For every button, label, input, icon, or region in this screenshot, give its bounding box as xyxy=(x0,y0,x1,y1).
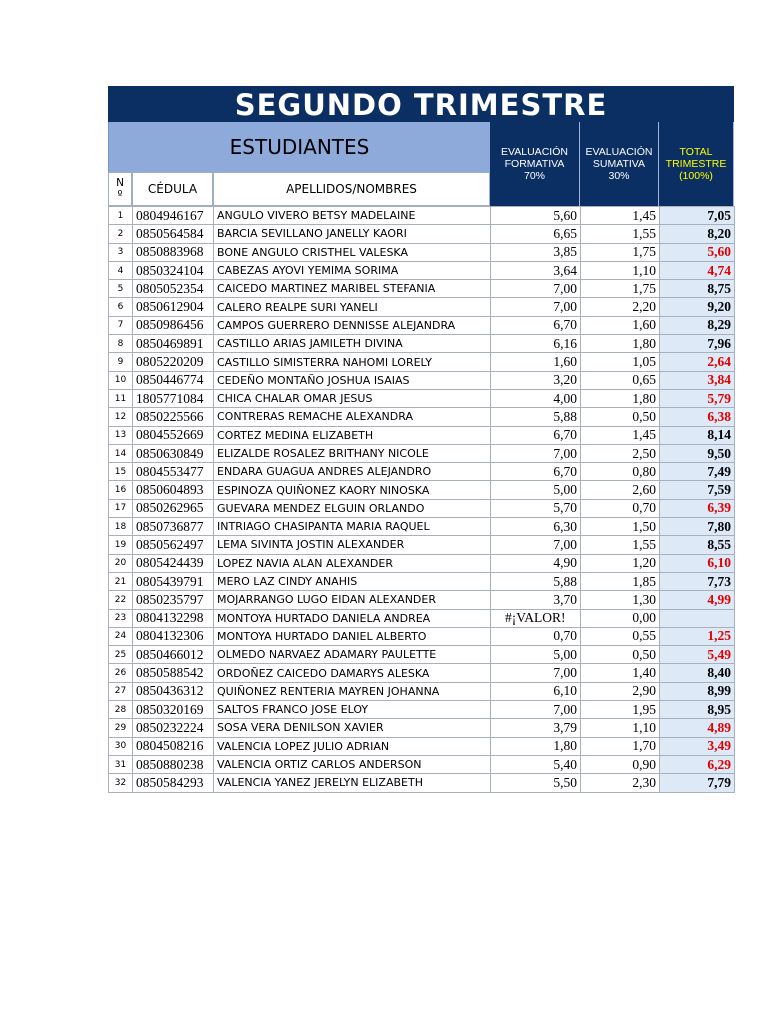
table-row xyxy=(109,243,735,261)
table-row xyxy=(109,316,735,334)
row-number-cell[interactable]: 19 xyxy=(109,536,133,554)
table-row xyxy=(109,536,735,554)
row-number-cell[interactable]: 31 xyxy=(109,755,133,773)
name-cell[interactable]: ANGULO VIVERO BETSY MADELAINE xyxy=(214,207,491,225)
name-cell[interactable]: CONTRERAS REMACHE ALEXANDRA xyxy=(214,408,491,426)
id-cell[interactable]: 0804946167 xyxy=(133,207,214,225)
row-number-cell[interactable]: 3 xyxy=(109,243,133,261)
total-cell[interactable]: 5,79 xyxy=(660,389,735,407)
summative-cell[interactable]: 2,30 xyxy=(581,774,660,792)
row-number-cell[interactable]: 5 xyxy=(109,280,133,298)
table-row xyxy=(109,298,735,316)
row-number-cell[interactable]: 26 xyxy=(109,664,133,682)
name-cell[interactable]: CABEZAS AYOVI YEMIMA SORIMA xyxy=(214,261,491,279)
total-cell[interactable]: 8,29 xyxy=(660,316,735,334)
summative-header-line: 30% xyxy=(608,170,630,182)
id-cell[interactable]: 0850562497 xyxy=(133,536,214,554)
id-cell[interactable]: 0850588542 xyxy=(133,664,214,682)
formative-cell[interactable]: 4,90 xyxy=(491,554,581,572)
id-cell[interactable]: 0850584293 xyxy=(133,774,214,792)
row-number-cell[interactable]: 14 xyxy=(109,444,133,462)
total-cell[interactable]: 8,14 xyxy=(660,426,735,444)
formative-cell[interactable]: 5,40 xyxy=(491,755,581,773)
formative-cell[interactable]: 3,79 xyxy=(491,719,581,737)
id-cell[interactable]: 0804132306 xyxy=(133,627,214,645)
table-row xyxy=(109,591,735,609)
row-number-cell[interactable]: 27 xyxy=(109,682,133,700)
table-row xyxy=(109,664,735,682)
name-cell[interactable]: MERO LAZ CINDY ANAHIS xyxy=(214,572,491,590)
id-cell[interactable]: 0805424439 xyxy=(133,554,214,572)
id-cell[interactable]: 0850446774 xyxy=(133,371,214,389)
formative-cell[interactable]: 5,00 xyxy=(491,481,581,499)
name-cell[interactable]: LEMA SIVINTA JOSTIN ALEXANDER xyxy=(214,536,491,554)
total-header-line: TRIMESTRE xyxy=(665,158,727,170)
formative-column-header[interactable] xyxy=(490,122,580,206)
row-number-cell[interactable]: 8 xyxy=(109,335,133,353)
table-row xyxy=(109,701,735,719)
table-row xyxy=(109,463,735,481)
total-cell[interactable]: 8,95 xyxy=(660,701,735,719)
number-header-line: N xyxy=(116,177,124,189)
id-cell[interactable]: 0850736877 xyxy=(133,518,214,536)
name-cell[interactable]: ELIZALDE ROSALEZ BRITHANY NICOLE xyxy=(214,444,491,462)
name-cell[interactable]: VALENCIA LOPEZ JULIO ADRIAN xyxy=(214,737,491,755)
row-number-cell[interactable]: 30 xyxy=(109,737,133,755)
summative-header-line: EVALUACIÓN xyxy=(585,146,653,158)
formative-cell[interactable]: 6,10 xyxy=(491,682,581,700)
name-cell[interactable]: CASTILLO SIMISTERRA NAHOMI LORELY xyxy=(214,353,491,371)
id-cell[interactable]: 0850880238 xyxy=(133,755,214,773)
total-cell[interactable]: 4,74 xyxy=(660,261,735,279)
total-cell[interactable]: 8,99 xyxy=(660,682,735,700)
summative-cell[interactable]: 1,75 xyxy=(581,243,660,261)
formative-cell[interactable]: 3,85 xyxy=(491,243,581,261)
total-column-header[interactable] xyxy=(659,122,734,206)
id-cell[interactable]: 0804508216 xyxy=(133,737,214,755)
name-cell[interactable]: BONE ANGULO CRISTHEL VALESKA xyxy=(214,243,491,261)
table-row xyxy=(109,737,735,755)
table-row xyxy=(109,207,735,225)
name-column-header[interactable]: APELLIDOS/NOMBRES xyxy=(213,172,490,206)
table-header xyxy=(108,122,734,206)
formative-cell[interactable]: 7,00 xyxy=(491,701,581,719)
name-cell[interactable]: ORDOÑEZ CAICEDO DAMARYS ALESKA xyxy=(214,664,491,682)
row-number-cell[interactable]: 18 xyxy=(109,518,133,536)
name-cell[interactable]: ESPINOZA QUIÑONEZ KAORY NINOSKA xyxy=(214,481,491,499)
row-number-cell[interactable]: 13 xyxy=(109,426,133,444)
formative-cell[interactable]: 1,80 xyxy=(491,737,581,755)
name-cell[interactable]: ENDARA GUAGUA ANDRES ALEJANDRO xyxy=(214,463,491,481)
name-cell[interactable]: BARCIA SEVILLANO JANELLY KAORI xyxy=(214,225,491,243)
name-cell[interactable]: CAICEDO MARTINEZ MARIBEL STEFANIA xyxy=(214,280,491,298)
name-cell[interactable]: LOPEZ NAVIA ALAN ALEXANDER xyxy=(214,554,491,572)
students-header[interactable]: ESTUDIANTES xyxy=(108,122,490,172)
table-row xyxy=(109,755,735,773)
name-cell[interactable]: INTRIAGO CHASIPANTA MARIA RAQUEL xyxy=(214,518,491,536)
formative-cell[interactable]: 5,70 xyxy=(491,499,581,517)
total-cell[interactable]: 7,59 xyxy=(660,481,735,499)
row-number-cell[interactable]: 2 xyxy=(109,225,133,243)
id-cell[interactable]: 0850436312 xyxy=(133,682,214,700)
name-cell[interactable]: CAMPOS GUERRERO DENNISSE ALEJANDRA xyxy=(214,316,491,334)
summative-cell[interactable]: 1,30 xyxy=(581,591,660,609)
name-cell[interactable]: VALENCIA ORTIZ CARLOS ANDERSON xyxy=(214,755,491,773)
summative-cell[interactable]: 1,70 xyxy=(581,737,660,755)
formative-cell[interactable]: 6,70 xyxy=(491,316,581,334)
total-cell[interactable]: 5,49 xyxy=(660,646,735,664)
formative-cell[interactable]: 5,60 xyxy=(491,207,581,225)
formative-header-line: FORMATIVA xyxy=(504,158,565,170)
formative-cell[interactable]: 3,70 xyxy=(491,591,581,609)
summative-cell[interactable]: 0,00 xyxy=(581,609,660,627)
total-cell[interactable]: 7,79 xyxy=(660,774,735,792)
number-header-line: º xyxy=(117,189,123,201)
sheet-title: SEGUNDO TRIMESTRE xyxy=(108,86,734,122)
summative-cell[interactable]: 1,40 xyxy=(581,664,660,682)
name-cell[interactable]: MOJARRANGO LUGO EIDAN ALEXANDER xyxy=(214,591,491,609)
table-row xyxy=(109,335,735,353)
row-number-cell[interactable]: 25 xyxy=(109,646,133,664)
total-cell[interactable]: 7,05 xyxy=(660,207,735,225)
formative-cell[interactable]: 5,00 xyxy=(491,646,581,664)
summative-cell[interactable]: 0,90 xyxy=(581,755,660,773)
table-row xyxy=(109,627,735,645)
formative-cell[interactable]: 7,00 xyxy=(491,536,581,554)
table-row xyxy=(109,774,735,792)
row-number-cell[interactable]: 23 xyxy=(109,609,133,627)
total-cell[interactable]: 7,73 xyxy=(660,572,735,590)
name-cell[interactable]: QUIÑONEZ RENTERIA MAYREN JOHANNA xyxy=(214,682,491,700)
table-row xyxy=(109,682,735,700)
total-cell[interactable]: 4,99 xyxy=(660,591,735,609)
formative-cell[interactable]: 5,88 xyxy=(491,408,581,426)
total-cell[interactable]: 6,10 xyxy=(660,554,735,572)
total-cell[interactable]: 9,50 xyxy=(660,444,735,462)
total-cell[interactable]: 7,96 xyxy=(660,335,735,353)
summative-cell[interactable]: 0,50 xyxy=(581,646,660,664)
summative-column-header[interactable] xyxy=(580,122,659,206)
formative-cell[interactable]: 5,50 xyxy=(491,774,581,792)
total-cell[interactable]: 8,55 xyxy=(660,536,735,554)
formative-cell[interactable]: 1,60 xyxy=(491,353,581,371)
name-cell[interactable]: OLMEDO NARVAEZ ADAMARY PAULETTE xyxy=(214,646,491,664)
table-row xyxy=(109,554,735,572)
table-row xyxy=(109,389,735,407)
summative-cell[interactable]: 0,50 xyxy=(581,408,660,426)
summative-cell[interactable]: 1,60 xyxy=(581,316,660,334)
formative-cell[interactable]: 6,70 xyxy=(491,463,581,481)
id-cell[interactable]: 0850564584 xyxy=(133,225,214,243)
table-row xyxy=(109,426,735,444)
table-row xyxy=(109,225,735,243)
total-cell[interactable]: 7,80 xyxy=(660,518,735,536)
number-column-header[interactable] xyxy=(108,172,132,206)
total-cell[interactable]: 1,25 xyxy=(660,627,735,645)
name-cell[interactable]: GUEVARA MENDEZ ELGUIN ORLANDO xyxy=(214,499,491,517)
summative-cell[interactable]: 0,65 xyxy=(581,371,660,389)
name-cell[interactable]: VALENCIA YANEZ JERELYN ELIZABETH xyxy=(214,774,491,792)
table-row xyxy=(109,444,735,462)
id-cell[interactable]: 0850986456 xyxy=(133,316,214,334)
grades-table xyxy=(108,206,735,793)
total-cell[interactable] xyxy=(660,609,735,627)
summative-cell[interactable]: 0,55 xyxy=(581,627,660,645)
total-cell[interactable]: 8,75 xyxy=(660,280,735,298)
formative-cell[interactable]: 6,16 xyxy=(491,335,581,353)
total-cell[interactable]: 3,84 xyxy=(660,371,735,389)
summative-cell[interactable]: 2,90 xyxy=(581,682,660,700)
total-cell[interactable]: 4,89 xyxy=(660,719,735,737)
summative-cell[interactable]: 1,45 xyxy=(581,207,660,225)
formative-cell[interactable]: 7,00 xyxy=(491,664,581,682)
formative-cell[interactable]: #¡VALOR! xyxy=(491,609,581,627)
total-cell[interactable]: 2,64 xyxy=(660,353,735,371)
row-number-cell[interactable]: 17 xyxy=(109,499,133,517)
table-row xyxy=(109,609,735,627)
total-cell[interactable]: 6,39 xyxy=(660,499,735,517)
row-number-cell[interactable]: 10 xyxy=(109,371,133,389)
name-cell[interactable]: CEDEÑO MONTAÑO JOSHUA ISAIAS xyxy=(214,371,491,389)
summative-cell[interactable]: 0,80 xyxy=(581,463,660,481)
summative-cell[interactable]: 1,05 xyxy=(581,353,660,371)
row-number-cell[interactable]: 20 xyxy=(109,554,133,572)
id-cell[interactable]: 0804552669 xyxy=(133,426,214,444)
id-cell[interactable]: 0850262965 xyxy=(133,499,214,517)
summative-cell[interactable]: 1,75 xyxy=(581,280,660,298)
summative-cell[interactable]: 1,55 xyxy=(581,225,660,243)
id-cell[interactable]: 0804132298 xyxy=(133,609,214,627)
table-row xyxy=(109,572,735,590)
table-row xyxy=(109,261,735,279)
formative-cell[interactable]: 7,00 xyxy=(491,298,581,316)
summative-cell[interactable]: 1,80 xyxy=(581,335,660,353)
row-number-cell[interactable]: 11 xyxy=(109,389,133,407)
name-cell[interactable]: CASTILLO ARIAS JAMILETH DIVINA xyxy=(214,335,491,353)
formative-cell[interactable]: 5,88 xyxy=(491,572,581,590)
row-number-cell[interactable]: 24 xyxy=(109,627,133,645)
total-cell[interactable]: 3,49 xyxy=(660,737,735,755)
row-number-cell[interactable]: 7 xyxy=(109,316,133,334)
table-row xyxy=(109,353,735,371)
summative-header-line: SUMATIVA xyxy=(592,158,646,170)
id-cell[interactable]: 0805052354 xyxy=(133,280,214,298)
formative-cell[interactable]: 3,20 xyxy=(491,371,581,389)
id-cell[interactable]: 0850883968 xyxy=(133,243,214,261)
row-number-cell[interactable]: 1 xyxy=(109,207,133,225)
name-cell[interactable]: SOSA VERA DENILSON XAVIER xyxy=(214,719,491,737)
name-cell[interactable]: MONTOYA HURTADO DANIELA ANDREA xyxy=(214,609,491,627)
id-cell[interactable]: 0850630849 xyxy=(133,444,214,462)
summative-cell[interactable]: 1,10 xyxy=(581,261,660,279)
row-number-cell[interactable]: 9 xyxy=(109,353,133,371)
row-number-cell[interactable]: 29 xyxy=(109,719,133,737)
summative-cell[interactable]: 2,60 xyxy=(581,481,660,499)
summative-cell[interactable]: 0,70 xyxy=(581,499,660,517)
row-number-cell[interactable]: 12 xyxy=(109,408,133,426)
id-cell[interactable]: 0850469891 xyxy=(133,335,214,353)
row-number-cell[interactable]: 4 xyxy=(109,261,133,279)
table-row xyxy=(109,518,735,536)
total-cell[interactable]: 5,60 xyxy=(660,243,735,261)
id-cell[interactable]: 0804553477 xyxy=(133,463,214,481)
id-cell[interactable]: 0850225566 xyxy=(133,408,214,426)
id-cell[interactable]: 0850232224 xyxy=(133,719,214,737)
table-row xyxy=(109,481,735,499)
formative-cell[interactable]: 6,70 xyxy=(491,426,581,444)
name-cell[interactable]: SALTOS FRANCO JOSE ELOY xyxy=(214,701,491,719)
summative-cell[interactable]: 1,10 xyxy=(581,719,660,737)
table-row xyxy=(109,719,735,737)
name-cell[interactable]: CHICA CHALAR OMAR JESUS xyxy=(214,389,491,407)
summative-cell[interactable]: 2,20 xyxy=(581,298,660,316)
table-row xyxy=(109,280,735,298)
name-cell[interactable]: CALERO REALPE SURI YANELI xyxy=(214,298,491,316)
summative-cell[interactable]: 1,50 xyxy=(581,518,660,536)
formative-cell[interactable]: 4,00 xyxy=(491,389,581,407)
summative-cell[interactable]: 1,55 xyxy=(581,536,660,554)
formative-cell[interactable]: 6,30 xyxy=(491,518,581,536)
id-cell[interactable]: 0850604893 xyxy=(133,481,214,499)
total-header-line: (100%) xyxy=(679,170,713,182)
id-cell[interactable]: 0850466012 xyxy=(133,646,214,664)
id-cell[interactable]: 0850235797 xyxy=(133,591,214,609)
id-cell[interactable]: 0850324104 xyxy=(133,261,214,279)
formative-cell[interactable]: 3,64 xyxy=(491,261,581,279)
id-cell[interactable]: 0805439791 xyxy=(133,572,214,590)
formative-header-line: 70% xyxy=(523,170,545,182)
total-cell[interactable]: 8,20 xyxy=(660,225,735,243)
formative-cell[interactable]: 7,00 xyxy=(491,444,581,462)
id-cell[interactable]: 0850612904 xyxy=(133,298,214,316)
row-number-cell[interactable]: 21 xyxy=(109,572,133,590)
row-number-cell[interactable]: 28 xyxy=(109,701,133,719)
formative-cell[interactable]: 6,65 xyxy=(491,225,581,243)
summative-cell[interactable]: 1,95 xyxy=(581,701,660,719)
row-number-cell[interactable]: 22 xyxy=(109,591,133,609)
formative-cell[interactable]: 0,70 xyxy=(491,627,581,645)
total-cell[interactable]: 8,40 xyxy=(660,664,735,682)
summative-cell[interactable]: 1,80 xyxy=(581,389,660,407)
total-cell[interactable]: 7,49 xyxy=(660,463,735,481)
summative-cell[interactable]: 2,50 xyxy=(581,444,660,462)
grades-sheet xyxy=(108,86,734,793)
formative-header-line: EVALUACIÓN xyxy=(501,146,568,158)
table-row xyxy=(109,408,735,426)
id-column-header[interactable]: CÉDULA xyxy=(132,172,213,206)
total-cell[interactable]: 6,29 xyxy=(660,755,735,773)
name-cell[interactable]: MONTOYA HURTADO DANIEL ALBERTO xyxy=(214,627,491,645)
row-number-cell[interactable]: 32 xyxy=(109,774,133,792)
summative-cell[interactable]: 1,45 xyxy=(581,426,660,444)
name-cell[interactable]: CORTEZ MEDINA ELIZABETH xyxy=(214,426,491,444)
table-row xyxy=(109,646,735,664)
table-row xyxy=(109,499,735,517)
table-row xyxy=(109,371,735,389)
formative-cell[interactable]: 7,00 xyxy=(491,280,581,298)
total-header-line: TOTAL xyxy=(679,146,713,158)
row-number-cell[interactable]: 6 xyxy=(109,298,133,316)
total-cell[interactable]: 9,20 xyxy=(660,298,735,316)
total-cell[interactable]: 6,38 xyxy=(660,408,735,426)
row-number-cell[interactable]: 15 xyxy=(109,463,133,481)
id-cell[interactable]: 0805220209 xyxy=(133,353,214,371)
summative-cell[interactable]: 1,85 xyxy=(581,572,660,590)
row-number-cell[interactable]: 16 xyxy=(109,481,133,499)
id-cell[interactable]: 0850320169 xyxy=(133,701,214,719)
summative-cell[interactable]: 1,20 xyxy=(581,554,660,572)
id-cell[interactable]: 1805771084 xyxy=(133,389,214,407)
